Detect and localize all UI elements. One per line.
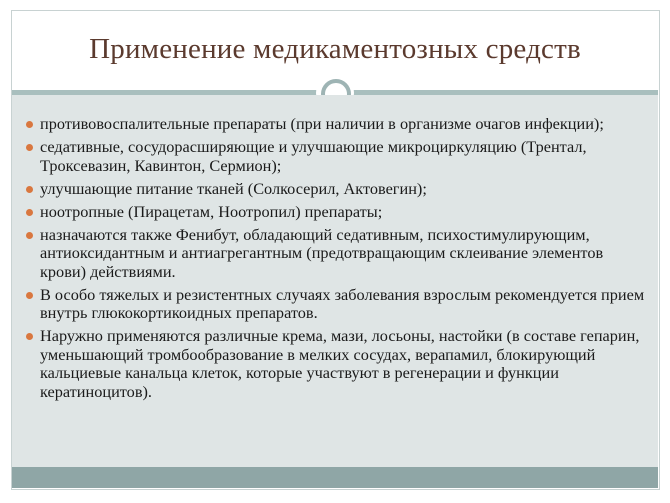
list-item-text: назначаются также Фенибут, обладающий седативным, психостимулирующим, антиоксидантным и антиагрегантным (предотвращающим склеивание элементов крови) действиями. [40, 224, 604, 281]
list-item [26, 138, 646, 175]
list-item [26, 286, 646, 323]
list-item [26, 180, 646, 199]
list-item-text: седативные, сосудорасширяющие и улучшающие микроциркуляцию (Трентал, Троксевазин, Кавинтон, Сермион); [40, 136, 587, 175]
list-item [26, 226, 646, 282]
list-item [26, 115, 646, 134]
footer-accent-bar [12, 467, 658, 488]
list-item-text: ноотропные (Пирацетам, Ноотропил) препараты; [40, 201, 383, 221]
bullet-dot-icon [26, 232, 33, 239]
list-item-text: улучшающие питание тканей (Солкосерил, Актовегин); [40, 178, 427, 198]
bullet-dot-icon [26, 121, 33, 128]
content-area [12, 95, 658, 467]
list-item [26, 203, 646, 222]
slide-title: Применение медикаментозных средств [89, 33, 581, 65]
bullet-dot-icon [26, 186, 33, 193]
list-item-text: противовоспалительные препараты (при наличии в организме очагов инфекции); [40, 114, 604, 133]
list-item-text: Наружно применяются различные крема, мази, лосьоны, настойки (в составе гепарин, уменьшающий тромбообразование в мелких сосудах, верапамил, блокирующий кальциевые канальца клеток, которые участвуют в регенерации и функции кератиноцитов). [40, 326, 640, 402]
list-item-text: В особо тяжелых и резистентных случаях заболевания взрослым рекомендуется прием внутрь глюкокортикоидных препаратов. [40, 284, 645, 323]
bullet-dot-icon [26, 144, 33, 151]
list-item [26, 327, 646, 401]
bullet-list [26, 115, 646, 406]
bullet-dot-icon [26, 209, 33, 216]
bullet-dot-icon [26, 292, 33, 299]
bullet-dot-icon [26, 333, 33, 340]
